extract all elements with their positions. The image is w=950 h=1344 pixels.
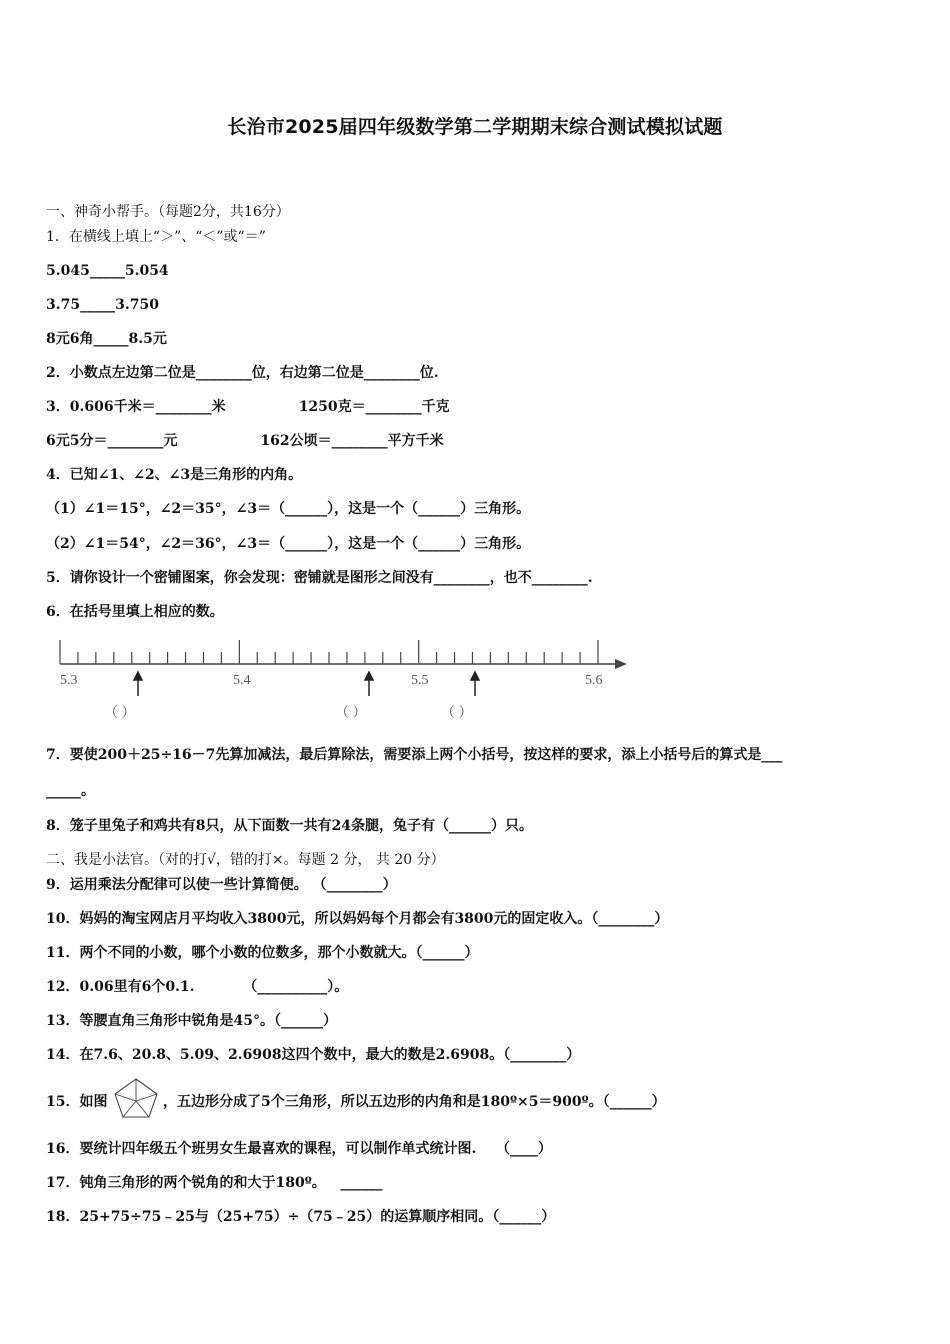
question-1a: 5.045_____5.054 [46, 263, 169, 279]
arrow-1-head [134, 672, 142, 680]
question-12: 12．0.06里有6个0.1. （__________）。 [46, 979, 349, 995]
question-3a: 3．0.606千米＝________米 1250克＝________千克 [46, 399, 450, 415]
question-2: 2．小数点左边第二位是________位，右边第二位是________位. [46, 365, 439, 381]
question-11: 11．两个不同的小数，哪个小数的位数多，那个小数就大。（______） [46, 945, 479, 961]
arrow-2-head [365, 672, 373, 680]
question-10: 10．妈妈的淘宝网店月平均收入3800元，所以妈妈每个月都会有3800元的固定收入。（________） [46, 911, 669, 927]
question-9: 9．运用乘法分配律可以使一些计算简便。 （________） [46, 877, 397, 893]
tick-label-5-3: 5.3 [60, 673, 78, 688]
section-1-heading: 一、神奇小帮手。（每题2分，共16分） [46, 204, 290, 220]
blank-2: （ ） [335, 706, 367, 721]
tick-label-5-4: 5.4 [233, 673, 251, 688]
section-2-heading: 二、我是小法官。（对的打√，错的打×。每题 2 分， 共 20 分） [46, 852, 445, 868]
question-15-text: ，五边形分成了5个三角形，所以五边形的内角和是180º×5＝900º。（______） [163, 1094, 666, 1110]
arrow-3-head [471, 672, 479, 680]
question-17: 17．钝角三角形的两个锐角的和大于180º。 ______ [46, 1175, 383, 1191]
question-6: 6．在括号里填上相应的数。 [46, 604, 224, 620]
question-15-prefix: 15．如图 [46, 1094, 108, 1110]
tick-label-5-6: 5.6 [585, 673, 603, 688]
number-line [52, 632, 642, 727]
number-line-arrowhead [615, 659, 627, 669]
question-4a: （1）∠1＝15°，∠2＝35°，∠3＝（______），这是一个（______）三角形。 [46, 501, 531, 517]
question-1b: 3.75_____3.750 [46, 297, 159, 313]
question-3b: 6元5分＝________元 162公顷＝________平方千米 [46, 433, 444, 449]
question-7b: _____。 [46, 783, 95, 799]
question-1c: 8元6角_____8.5元 [46, 331, 167, 347]
question-1: 1．在横线上填上“＞”、“＜”或“＝” [46, 229, 266, 245]
question-13: 13．等腰直角三角形中锐角是45°。（______） [46, 1013, 337, 1029]
tick-label-5-5: 5.5 [411, 673, 429, 688]
question-18: 18．25+75÷75﹣25与（25+75）÷（75﹣25）的运算顺序相同。（______） [46, 1209, 556, 1225]
number-line-ticks [60, 640, 598, 664]
question-14: 14．在7.6、20.8、5.09、2.6908这四个数中，最大的数是2.6908。（________） [46, 1047, 581, 1063]
question-16: 16．要统计四年级五个班男女生最喜欢的课程，可以制作单式统计图. （____） [46, 1141, 552, 1157]
page-title: 长治市2025届四年级数学第二学期期末综合测试模拟试题 [227, 116, 723, 138]
question-4b: （2）∠1＝54°，∠2＝36°，∠3＝（______），这是一个（______）三角形。 [46, 536, 531, 552]
question-4: 4．已知∠1、∠2、∠3是三角形的内角。 [46, 467, 303, 483]
blank-1: （ ） [104, 706, 136, 721]
question-8: 8．笼子里兔子和鸡共有8只，从下面数一共有24条腿，兔子有（______）只。 [46, 818, 533, 834]
blank-3: （ ） [441, 706, 473, 721]
question-7a: 7．要使200＋25÷16－7先算加减法，最后算除法，需要添上两个小括号，按这样的要求，添上小括号后的算式是___ [46, 747, 783, 763]
question-5: 5．请你设计一个密铺图案，你会发现：密铺就是图形之间没有________，也不________. [46, 570, 593, 586]
pentagon-figure [112, 1077, 160, 1119]
